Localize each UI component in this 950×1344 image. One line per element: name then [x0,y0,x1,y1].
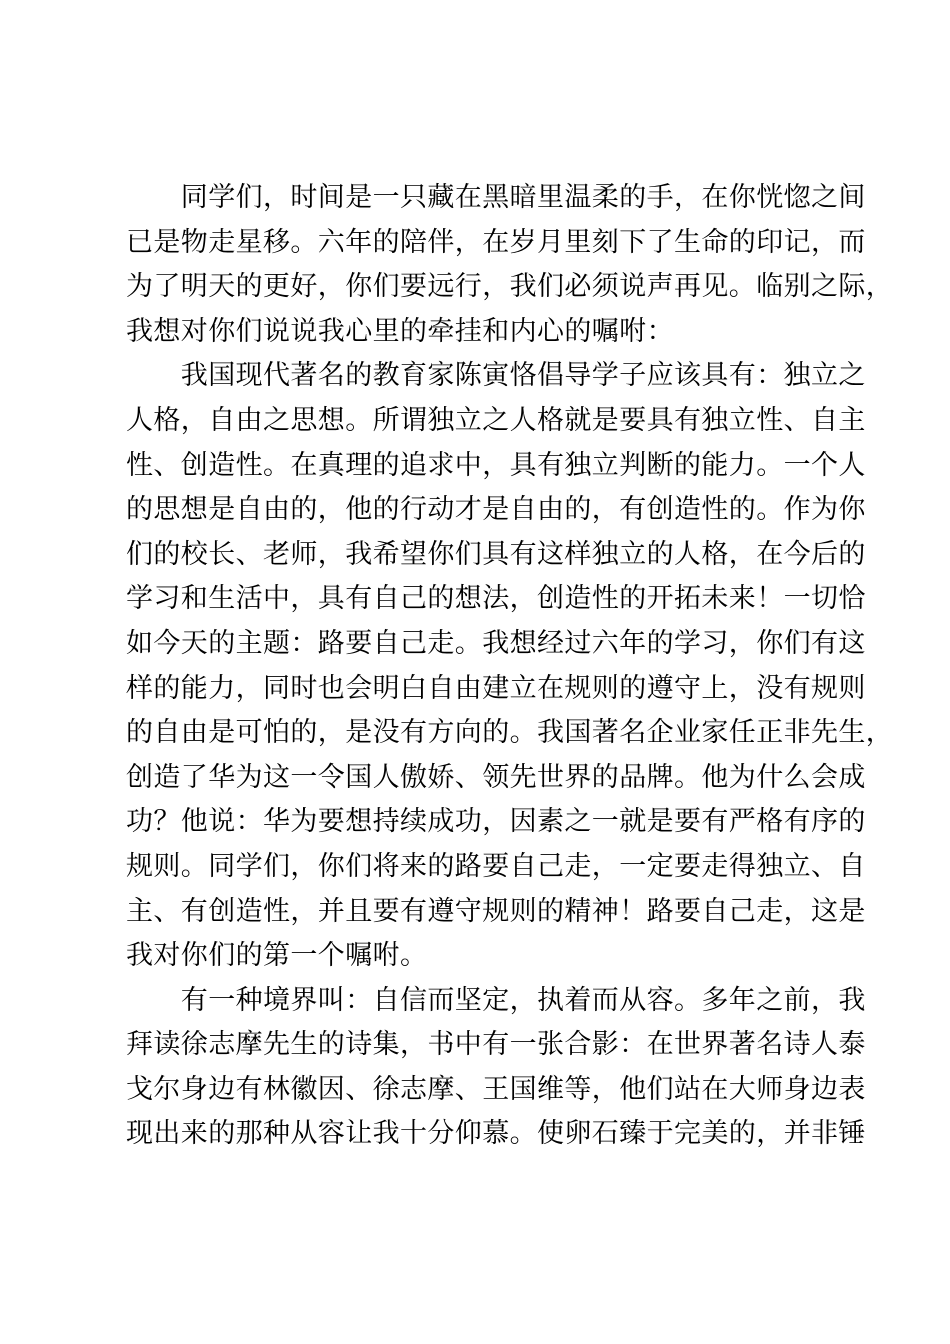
text-line: 拜读徐志摩先生的诗集，书中有一张合影：在世界著名诗人泰 [126,1029,866,1061]
text-line: 戈尔身边有林徽因、徐志摩、王国维等，他们站在大师身边表 [126,1073,866,1105]
text-line: 学习和生活中，具有自己的想法，创造性的开拓未来！一切恰 [126,583,866,615]
text-line: 样的能力，同时也会明白自由建立在规则的遵守上，没有规则 [126,672,866,704]
text-line: 功？他说：华为要想持续成功，因素之一就是要有严格有序的 [126,806,866,838]
text-line: 的自由是可怕的，是没有方向的。我国著名企业家任正非先生， [126,717,894,749]
text-line: 同学们，时间是一只藏在黑暗里温柔的手，在你恍惚之间 [126,182,866,213]
text-line: 有一种境界叫：自信而坚定，执着而从容。多年之前，我 [126,984,866,1016]
text-line: 已是物走星移。六年的陪伴，在岁月里刻下了生命的印记，而 [126,226,866,258]
text-line: 创造了华为这一令国人傲娇、领先世界的品牌。他为什么会成 [126,761,866,793]
text-line: 规则。同学们，你们将来的路要自己走，一定要走得独立、自 [126,850,866,882]
text-line: 主、有创造性，并且要有遵守规则的精神！路要自己走，这是 [126,895,866,927]
text-line: 我国现代著名的教育家陈寅恪倡导学子应该具有：独立之 [126,360,866,392]
text-line: 我想对你们说说我心里的牵挂和内心的嘱咐： [126,315,674,347]
paragraph-independent-personality [126,354,894,978]
text-line: 如今天的主题：路要自己走。我想经过六年的学习，你们有这 [126,627,866,659]
paragraph-farewell-intro [126,176,894,354]
document-page [126,176,894,1157]
paragraph-confidence [126,979,866,1157]
text-line: 为了明天的更好，你们要远行，我们必须说声再见。临别之际， [126,271,894,303]
text-line: 性、创造性。在真理的追求中，具有独立判断的能力。一个人 [126,449,866,481]
text-line: 我对你们的第一个嘱咐。 [126,940,428,972]
text-line: 的思想是自由的，他的行动才是自由的，有创造性的。作为你 [126,494,866,526]
text-line: 们的校长、老师，我希望你们具有这样独立的人格，在今后的 [126,538,866,570]
text-line: 现出来的那种从容让我十分仰慕。使卵石臻于完美的，并非锤 [126,1118,866,1150]
text-line: 人格，自由之思想。所谓独立之人格就是要具有独立性、自主 [126,404,866,436]
